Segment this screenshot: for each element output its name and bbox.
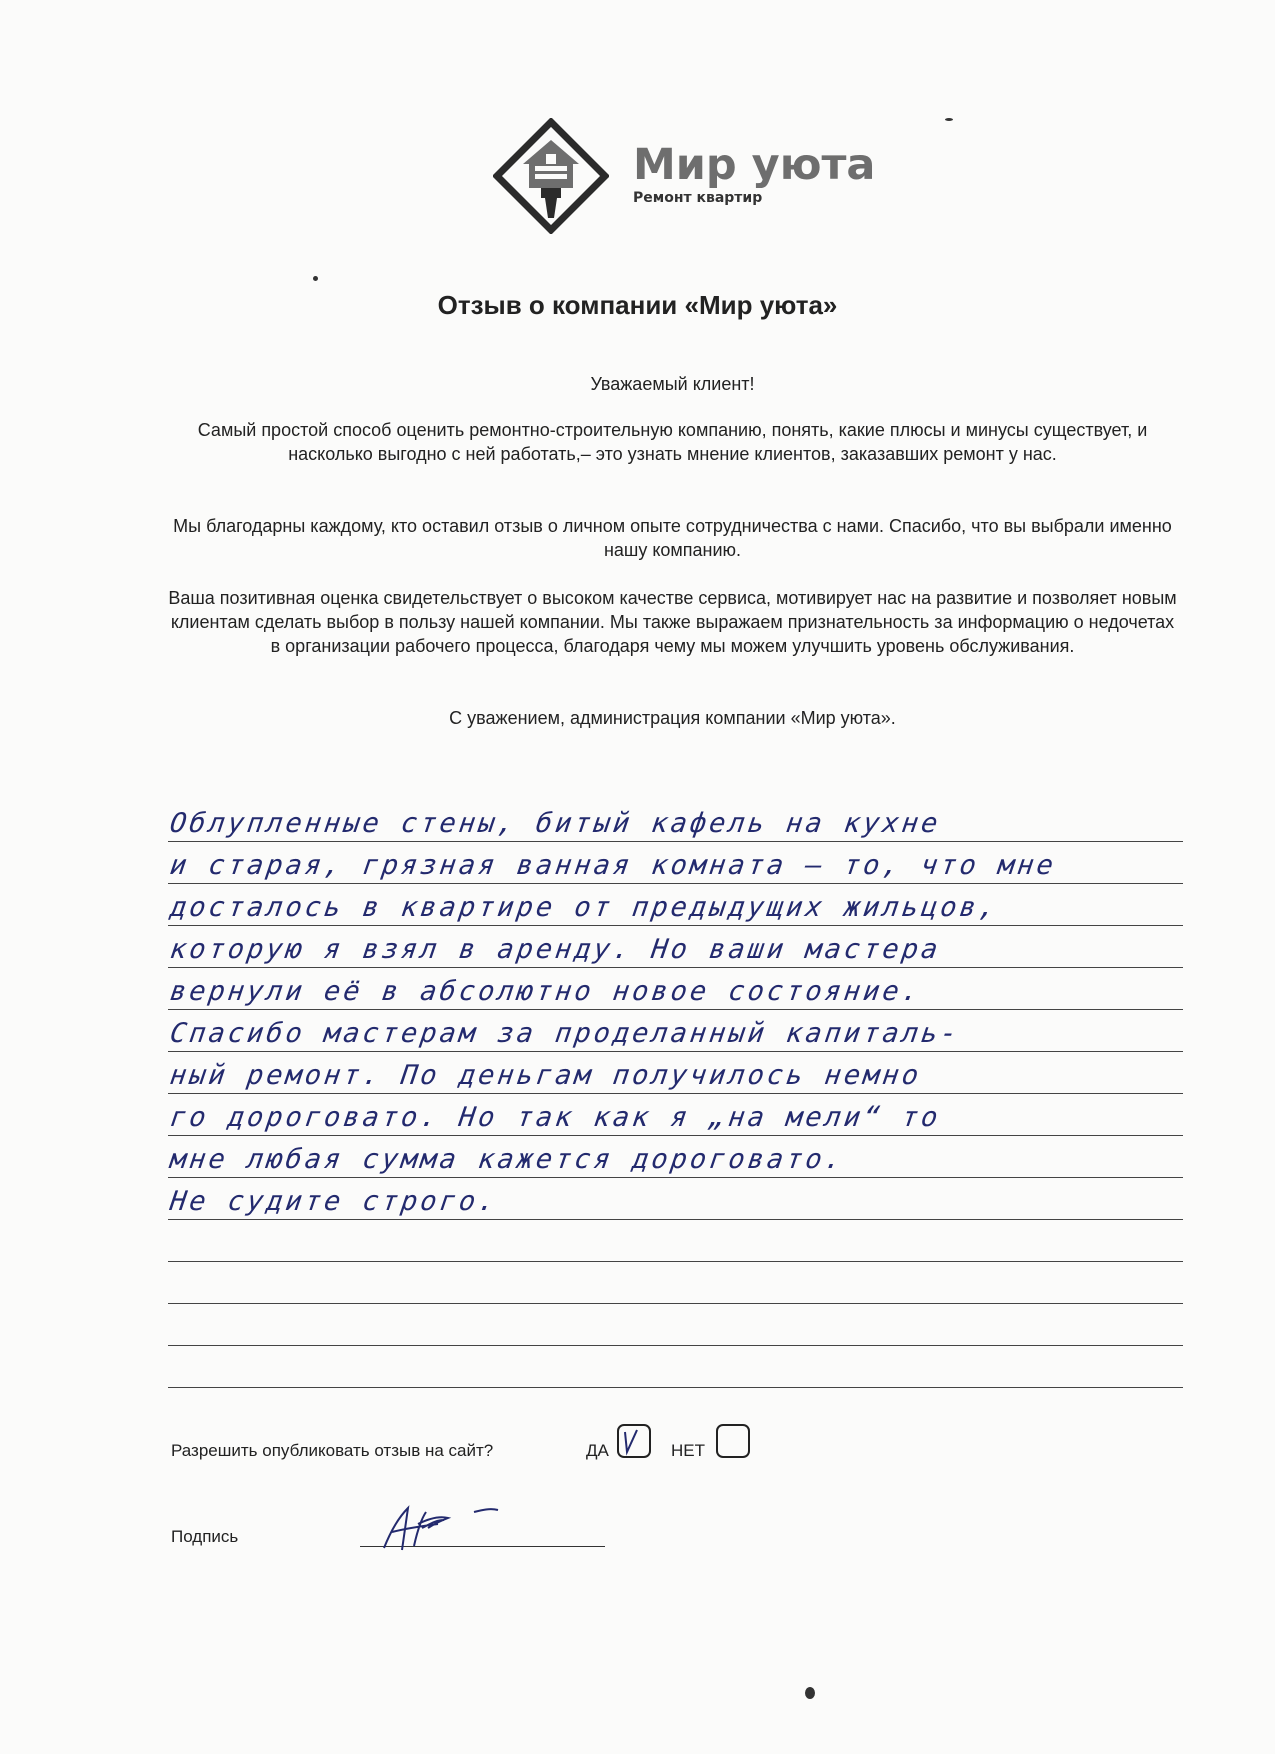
- review-line-text: ный ремонт. По деньгам получилось немно: [168, 1060, 924, 1091]
- review-line: [168, 968, 1183, 1010]
- publish-yes-checkbox[interactable]: [617, 1424, 651, 1458]
- review-line: [168, 1010, 1183, 1052]
- scan-speck: [313, 276, 318, 281]
- review-line-text: Не судите строго.: [168, 1186, 500, 1217]
- intro-paragraph-3: Ваша позитивная оценка свидетельствует о высоком качестве сервиса, мотивирует нас на развитие и позволяет новым клиентам сделать выбор в пользу нашей компании. Мы также выражаем признательность за информацию о недочетах в организации рабочего процесса, благодаря чему мы можем улучшить уровень обслуживания.: [168, 588, 1177, 656]
- review-line-text: мне любая сумма кажется дороговато.: [168, 1144, 847, 1175]
- closing-line: С уважением, администрация компании «Мир уюта».: [449, 708, 896, 728]
- signature-mark: [378, 1498, 528, 1558]
- scan-speck: [945, 118, 953, 121]
- review-line: [168, 1136, 1183, 1178]
- checkmark-icon: [619, 1426, 649, 1456]
- scan-speck: [805, 1687, 815, 1699]
- review-line-text: Спасибо мастерам за проделанный капиталь-: [168, 1018, 962, 1049]
- review-line: [168, 1304, 1183, 1346]
- review-line: [168, 1178, 1183, 1220]
- review-line: [168, 884, 1183, 926]
- page-title: Отзыв о компании «Мир уюта»: [437, 290, 838, 320]
- review-line: [168, 842, 1183, 884]
- review-line: [168, 1262, 1183, 1304]
- logo-name: Мир уюта: [633, 140, 876, 190]
- review-line-text: досталось в квартире от предыдущих жильцов,: [168, 892, 1001, 923]
- publish-no-checkbox[interactable]: [716, 1424, 750, 1458]
- review-line-text: Облупленные стены, битый кафель на кухне: [168, 808, 943, 839]
- signature-label: Подпись: [171, 1527, 239, 1546]
- review-text-area[interactable]: [168, 800, 1183, 1388]
- publish-no-label: НЕТ: [671, 1441, 705, 1460]
- review-line-text: вернули её в абсолютно новое состояние.: [168, 976, 924, 1007]
- review-line: [168, 926, 1183, 968]
- house-brush-icon: [493, 118, 609, 234]
- greeting: Уважаемый клиент!: [590, 374, 755, 394]
- review-line: [168, 1052, 1183, 1094]
- review-line: [168, 1220, 1183, 1262]
- review-line: [168, 800, 1183, 842]
- review-line: [168, 1346, 1183, 1388]
- company-logo: [493, 118, 876, 236]
- review-line: [168, 1094, 1183, 1136]
- review-line-text: и старая, грязная ванная комната – то, что мне: [168, 850, 1059, 881]
- publish-yes-label: ДА: [586, 1441, 609, 1460]
- review-line-text: го дороговато. Но так как я „на мели“ то: [168, 1102, 943, 1133]
- logo-subtitle: Ремонт квартир: [633, 190, 763, 206]
- publish-question: Разрешить опубликовать отзыв на сайт?: [171, 1441, 494, 1460]
- intro-paragraph-1: Самый простой способ оценить ремонтно-строительную компанию, понять, какие плюсы и минусы существует, и насколько выгодно с ней работать,– это узнать мнение клиентов, заказавших ремонт у нас.: [197, 420, 1148, 464]
- intro-paragraph-2: Мы благодарны каждому, кто оставил отзыв о личном опыте сотрудничества с нами. Спасибо, что вы выбрали именно нашу компанию.: [173, 516, 1172, 560]
- review-line-text: которую я взял в аренду. Но ваши мастера: [168, 934, 943, 965]
